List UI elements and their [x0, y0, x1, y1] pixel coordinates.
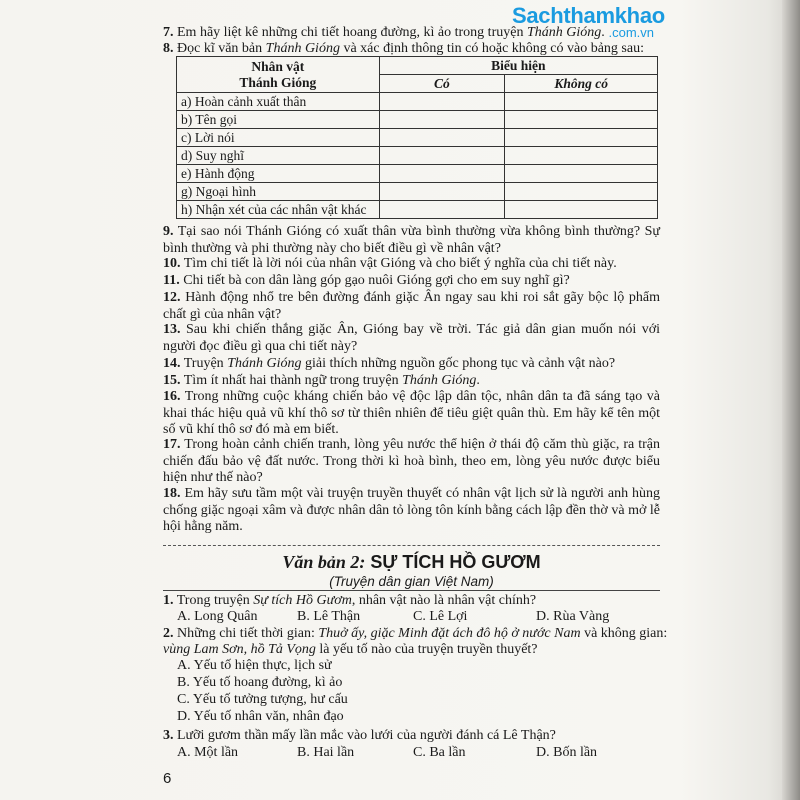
question-17: [163, 437, 660, 487]
table-row: [177, 93, 658, 111]
cell-yes: [379, 165, 505, 183]
row-label: g) Ngoại hình: [177, 183, 380, 201]
question-number: 12.: [163, 290, 181, 305]
question-10: [163, 256, 660, 273]
option-c: C. Lê Lợi: [413, 609, 468, 624]
section-prefix: Văn bản 2:: [282, 552, 366, 572]
table-header-no: Không có: [505, 75, 658, 93]
question-text: Chi tiết bà con dân làng góp gạo nuôi Gióng gợi cho em suy nghĩ gì?: [183, 273, 570, 288]
mc-question-3: [163, 727, 653, 744]
question-text-italic: Thánh Gióng: [526, 25, 602, 40]
row-label: h) Nhận xét của các nhân vật khác: [177, 201, 380, 219]
option-c: C. Ba lần: [413, 745, 466, 760]
option-b: B. Lê Thận: [297, 609, 361, 624]
question-text: Em hãy sưu tầm một vài truyện truyền thuyết có nhân vật lịch sử là người anh hùng chống giặc ngoại xâm và được nhân dân tỏ lòng tôn kính bằng cách lập đền thờ và mở lễ hội hằng năm.: [163, 486, 661, 534]
question-text: Tìm ít nhất hai thành ngữ trong truyện: [183, 373, 403, 388]
question-number: 1.: [163, 593, 174, 608]
section-divider: [163, 545, 660, 546]
question-number: 3.: [163, 728, 174, 743]
cell-no: [505, 165, 658, 183]
question-text: , nhân vật nào là nhân vật chính?: [351, 593, 537, 608]
question-8: [163, 40, 653, 57]
question-number: 17.: [163, 437, 181, 452]
question-number: 16.: [163, 389, 181, 404]
question-number: 9.: [163, 224, 174, 239]
question-text: là yếu tố nào của truyện truyền thuyết?: [315, 642, 538, 657]
question-text-italic: Thánh Gióng: [227, 356, 302, 371]
question-text: giải thích những nguồn gốc phong tục và cảnh vật nào?: [301, 356, 616, 371]
cell-yes: [379, 147, 505, 165]
option-d: D. Rùa Vàng: [536, 609, 610, 624]
cell-no: [505, 129, 658, 147]
option-a: A. Yếu tố hiện thực, lịch sử: [177, 658, 332, 673]
page-number: 6: [163, 770, 172, 787]
option-a: A. Một lần: [177, 745, 239, 760]
question-text-italic: vùng Lam Sơn, hồ Tả Vọng: [163, 642, 316, 657]
book-binding: [782, 0, 800, 800]
cell-no: [505, 183, 658, 201]
question-text: và không gian:: [580, 626, 668, 641]
option-a: A. Long Quân: [177, 609, 258, 624]
cell-no: [505, 111, 658, 129]
table-row: [177, 129, 658, 147]
question-18: [163, 486, 660, 536]
row-label: b) Tên gọi: [177, 111, 380, 129]
watermark-domain: .com.vn: [608, 25, 654, 40]
table-row: [177, 147, 658, 165]
question-text-italic: Thuở ấy, giặc Minh đặt ách đô hộ ở nước Nam: [318, 626, 581, 641]
section-subtitle: (Truyện dân gian Việt Nam): [329, 574, 494, 589]
question-text: .: [476, 373, 480, 388]
row-label: d) Suy nghĩ: [177, 147, 380, 165]
question-text: Sau khi chiến thắng giặc Ân, Gióng bay về trời. Tác giả dân gian muốn nói với người đọc điều gì qua chi tiết này?: [163, 322, 661, 354]
header-line: Thánh Gióng: [239, 74, 317, 90]
table-row: [177, 165, 658, 183]
section-rule: [163, 590, 660, 591]
question-12: [163, 290, 660, 323]
cell-yes: [379, 183, 505, 201]
watermark-brand: Sachthamkhao: [512, 3, 665, 28]
question-14: [163, 355, 653, 372]
mc-question-2-cont: [163, 641, 653, 658]
cell-no: [505, 93, 658, 111]
question-number: 15.: [163, 373, 181, 388]
question-text-italic: Sự tích Hồ Gươm: [253, 593, 352, 608]
option-d: D. Yếu tố nhân văn, nhân đạo: [177, 709, 344, 724]
option-c: C. Yếu tố tưởng tượng, hư cấu: [177, 692, 348, 707]
row-label: a) Hoàn cảnh xuất thân: [177, 93, 380, 111]
question-15: [163, 372, 653, 389]
option-b: B. Hai lần: [297, 745, 355, 760]
option-b: B. Yếu tố hoang đường, kì ảo: [177, 675, 343, 690]
question-text: Trong những cuộc kháng chiến bảo vệ độc lập dân tộc, nhân dân ta đã sáng tạo và khai thác hiệu quả vũ khí thô sơ từ thiên nhiên để tiêu giệt quân thù. Em hãy kể tên một số vũ khí thô sơ đó mà em biết.: [163, 389, 660, 437]
question-number: 10.: [163, 256, 181, 271]
question-number: 8.: [163, 41, 174, 56]
question-number: 2.: [163, 626, 174, 641]
table-row: [177, 183, 658, 201]
question-text: Những chi tiết thời gian:: [177, 626, 319, 641]
cell-yes: [379, 201, 505, 219]
question-text: Tìm chi tiết là lời nói của nhân vật Gióng và cho biết ý nghĩa của chi tiết này.: [183, 256, 617, 271]
table-row: [177, 201, 658, 219]
question-text: Em hãy liệt kê những chi tiết hoang đường, kì ảo trong truyện: [177, 25, 527, 40]
option-d: D. Bốn lần: [536, 745, 598, 760]
section-title: [163, 551, 660, 573]
cell-yes: [379, 93, 505, 111]
row-label: c) Lời nói: [177, 129, 380, 147]
question-text: Tại sao nói Thánh Gióng có xuất thân vừa bình thường vừa không bình thường? Sự bình thường và phi thường này cho biết điều gì về nhân vật?: [163, 224, 661, 256]
question-text-italic: Thánh Gióng: [402, 373, 477, 388]
question-number: 7.: [163, 25, 174, 40]
question-16: [163, 389, 660, 439]
question-text: Hành động nhổ tre bên đường đánh giặc Ân ngay sau khi roi sắt gãy bộc lộ phẩm chất gì của nhân vật?: [163, 290, 660, 322]
table-header-group: Biểu hiện: [379, 57, 657, 75]
question-text: và xác định thông tin có hoặc không có vào bảng sau:: [339, 41, 644, 56]
mc-question-1: [163, 592, 653, 609]
mc-question-2: [163, 625, 668, 642]
table-row: [177, 111, 658, 129]
cell-yes: [379, 111, 505, 129]
question-7: [163, 24, 653, 41]
header-line: Nhân vật: [251, 58, 305, 74]
question-number: 18.: [163, 486, 181, 501]
cell-no: [505, 147, 658, 165]
question-number: 13.: [163, 322, 181, 337]
question-9: [163, 224, 660, 257]
table-header-character: [177, 57, 380, 93]
question-number: 14.: [163, 356, 181, 371]
table-header-yes: Có: [379, 75, 505, 93]
question-number: 11.: [163, 273, 180, 288]
question-text: .: [601, 25, 605, 40]
question-text-italic: Thánh Gióng: [265, 41, 340, 56]
row-label: e) Hành động: [177, 165, 380, 183]
question-text: Trong truyện: [176, 593, 254, 608]
question-text: Lưỡi gươm thần mấy lần mắc vào lưới của người đánh cá Lê Thận?: [177, 728, 556, 743]
question-11: [163, 273, 660, 290]
section-heading: SỰ TÍCH HỒ GƯƠM: [365, 552, 541, 572]
question-text: Đọc kĩ văn bản: [177, 41, 266, 56]
character-table: [176, 56, 658, 219]
cell-no: [505, 201, 658, 219]
table-header-row: [177, 57, 658, 75]
question-text: Trong hoàn cảnh chiến tranh, lòng yêu nước thể hiện ở thái độ căm thù giặc, ra trận chiến đấu bảo vệ đất nước. Trong thời kì hoà bình, theo em, lòng yêu nước được biểu hiện như thế nào?: [163, 437, 660, 485]
question-text: Truyện: [183, 356, 228, 371]
question-13: [163, 322, 660, 355]
cell-yes: [379, 129, 505, 147]
